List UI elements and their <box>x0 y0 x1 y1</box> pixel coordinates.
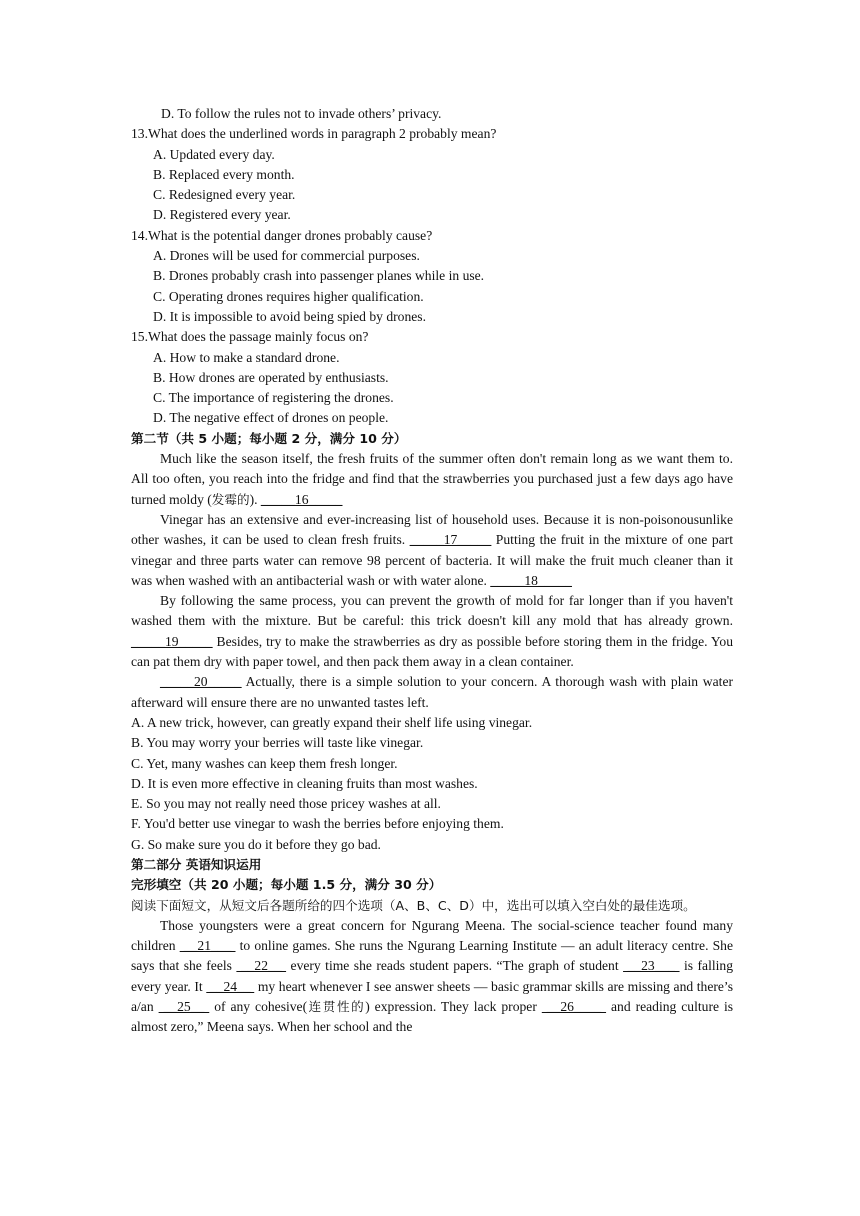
blank-24: __24__ <box>206 978 255 994</box>
blank-21: __21___ <box>179 938 236 954</box>
choice-g: G. So make sure you do it before they go bad. <box>131 836 381 852</box>
question-15-option-b: B. How drones are operated by enthusiasts. <box>153 369 389 385</box>
part-2-title: 第二部分 英语知识运用 <box>131 856 262 872</box>
question-13-stem: 13.What does the underlined words in paragraph 2 probably mean? <box>131 126 497 142</box>
passage-text: of any cohesive( <box>209 999 308 1015</box>
question-14-option-c: C. Operating drones requires higher qualification. <box>153 288 424 304</box>
question-14-option-d: D. It is impossible to avoid being spied by drones. <box>153 308 426 324</box>
cloze-instruction: 阅读下面短文，从短文后各题所给的四个选项（A、B、C、D）中，选出可以填入空白处的最佳选项。 <box>131 897 696 913</box>
question-15-stem: 15.What does the passage mainly focus on? <box>131 329 369 345</box>
passage-text: Those youngsters were a great concern for Ngurang Meena. The social-science teacher found many children <box>131 917 733 954</box>
question-13-option-a: A. Updated every day. <box>153 146 275 162</box>
blank-17: _____17_____ <box>409 532 492 548</box>
section-2-title: 第二节（共 5 小题；每小题 2 分，满分 10 分） <box>131 430 407 446</box>
chinese-gloss: 发霉的 <box>211 491 250 507</box>
passage-text: is falling every year. It <box>131 958 734 994</box>
section-2-paragraph-4 <box>131 672 733 713</box>
question-13-option-c: C. Redesigned every year. <box>153 187 296 203</box>
section-2-paragraph-1 <box>131 449 733 510</box>
paragraph-text: ). <box>249 491 261 507</box>
cloze-title: 完形填空（共 20 小题；每小题 1.5 分，满分 30 分） <box>131 877 442 893</box>
choice-f: F. You'd better use vinegar to wash the berries before enjoying them. <box>131 816 504 832</box>
passage-text: and reading culture is almost zero,” Meena says. When her school and the <box>131 999 734 1035</box>
prev-question-option-d: D. To follow the rules not to invade others’ privacy. <box>161 106 442 121</box>
question-14-stem: 14.What is the potential danger drones probably cause? <box>131 227 433 243</box>
blank-26: __26____ <box>541 999 607 1015</box>
section-2-paragraph-3 <box>131 591 733 672</box>
question-13-option-b: B. Replaced every month. <box>153 166 295 182</box>
choice-a: A. A new trick, however, can greatly expand their shelf life using vinegar. <box>131 714 533 730</box>
question-13-option-d: D. Registered every year. <box>153 207 291 223</box>
question-14-option-a: A. Drones will be used for commercial purposes. <box>153 248 420 264</box>
question-15-option-d: D. The negative effect of drones on people. <box>153 410 389 426</box>
blank-25: __25__ <box>158 999 210 1015</box>
paragraph-text: Putting the fruit in the mixture of one part vinegar and three parts water can remove 98 percent of bacteria. It will make the fruit much cleaner than it was when washed with an antibacterial wash or with water alone. <box>131 532 733 588</box>
passage-text: to online games. She runs the Ngurang Learning Institute — an adult literacy centre. She says that she feels <box>131 938 733 974</box>
blank-22: __22__ <box>236 958 287 974</box>
paragraph-text: Actually, there is a simple solution to your concern. A thorough wash with plain water afterward will ensure there are no unwanted tastes left. <box>131 674 733 710</box>
passage-text: my heart whenever I see answer sheets — basic grammar skills are missing and there’s a/an <box>131 978 733 1015</box>
cloze-passage <box>131 916 733 1038</box>
blank-16: _____16_____ <box>260 491 343 507</box>
passage-text: every time she reads student papers. “The graph of student <box>286 958 624 974</box>
choice-e: E. So you may not really need those pricey washes at all. <box>131 796 441 812</box>
exam-page <box>131 104 733 1038</box>
chinese-gloss: 连贯性的 <box>307 999 366 1015</box>
blank-20: _____20_____ <box>160 674 242 690</box>
section-2-paragraph-2 <box>131 510 733 591</box>
blank-19: _____19_____ <box>131 633 213 649</box>
paragraph-text: Much like the season itself, the fresh fruits of the summer often don't remain long as we want them to. All too often, you reach into the fridge and find that the strawberries you purchased just a few days ago have turned moldy ( <box>131 451 733 507</box>
passage-text: ) expression. They lack proper <box>365 999 542 1015</box>
choice-b: B. You may worry your berries will taste like vinegar. <box>131 735 424 751</box>
blank-18: _____18_____ <box>490 572 572 588</box>
question-15-option-c: C. The importance of registering the drones. <box>153 390 394 406</box>
paragraph-text: By following the same process, you can prevent the growth of mold for far longer than if you haven't washed them with the mixture. But be careful: this trick doesn't kill any mold that has already grown. <box>131 593 733 629</box>
paragraph-text: Besides, try to make the strawberries as dry as possible before storing them in the fridge. You can pat them dry with paper towel, and then pack them away in a clean container. <box>131 633 733 670</box>
choice-c: C. Yet, many washes can keep them fresh longer. <box>131 755 398 771</box>
question-14-option-b: B. Drones probably crash into passenger planes while in use. <box>153 268 485 284</box>
question-15-option-a: A. How to make a standard drone. <box>153 349 340 365</box>
paragraph-text: Vinegar has an extensive and ever-increasing list of household uses. Because it is non-poisonousunlike other washes, it can be used to clean fresh fruits. <box>131 511 733 548</box>
choice-d: D. It is even more effective in cleaning fruits than most washes. <box>131 775 478 791</box>
blank-23: __23___ <box>623 958 680 974</box>
